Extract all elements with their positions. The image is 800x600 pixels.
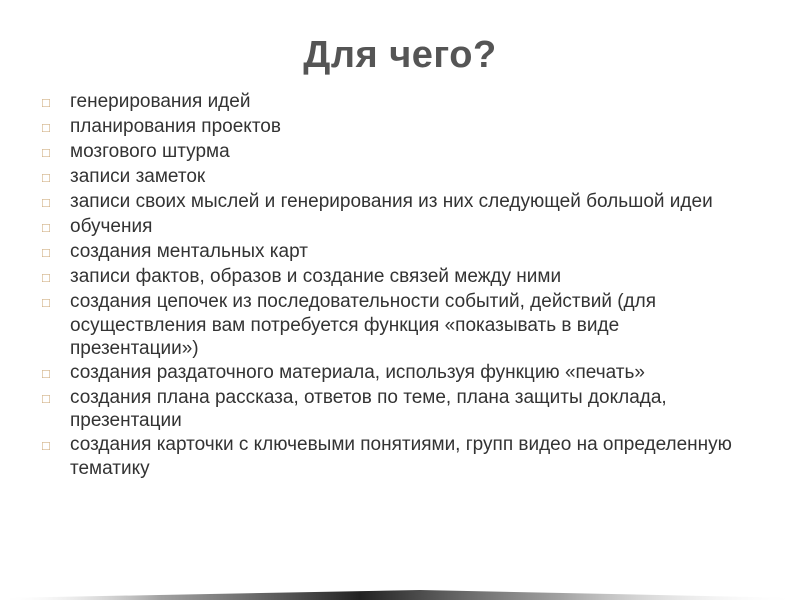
square-outline-icon: □ bbox=[42, 120, 50, 135]
list-item bbox=[42, 215, 742, 240]
list-item bbox=[42, 240, 742, 265]
list-item-text: создания плана рассказа, ответов по теме, плана защиты доклада, презентации bbox=[70, 386, 667, 432]
list-item bbox=[42, 165, 742, 190]
square-outline-icon: □ bbox=[42, 365, 50, 381]
square-outline-icon: □ bbox=[42, 145, 50, 160]
list-item bbox=[42, 140, 742, 165]
list-item-text: обучения bbox=[70, 216, 153, 237]
square-outline-icon: □ bbox=[42, 170, 50, 185]
bullet-list bbox=[42, 90, 742, 480]
list-item-text: создания раздаточного материала, используя функцию «печать» bbox=[70, 361, 645, 383]
list-item bbox=[42, 386, 742, 433]
list-item bbox=[42, 190, 742, 215]
list-item-text: записи своих мыслей и генерирования из них следующей большой идеи bbox=[70, 191, 713, 212]
list-item bbox=[42, 90, 742, 115]
square-outline-icon: □ bbox=[42, 195, 50, 210]
list-item bbox=[42, 115, 742, 140]
square-outline-icon: □ bbox=[42, 245, 50, 260]
list-item-text: генерирования идей bbox=[70, 91, 251, 112]
list-item bbox=[42, 361, 742, 386]
bottom-bar-shape bbox=[0, 590, 800, 600]
list-item bbox=[42, 433, 742, 480]
list-item-text: записи фактов, образов и создание связей между ними bbox=[70, 266, 562, 287]
slide-title: Для чего? bbox=[303, 34, 497, 76]
square-outline-icon: □ bbox=[42, 270, 50, 285]
list-item-text: планирования проектов bbox=[70, 116, 281, 137]
list-item-text: мозгового штурма bbox=[70, 141, 230, 162]
square-outline-icon: □ bbox=[42, 437, 50, 453]
square-outline-icon: □ bbox=[42, 220, 50, 235]
list-item-text: записи заметок bbox=[70, 166, 206, 187]
list-item-text: создания цепочек из последовательности событий, действий (для осуществления вам потребуется функция «показывать в виде презентации») bbox=[70, 291, 657, 360]
list-item bbox=[42, 290, 742, 361]
square-outline-icon: □ bbox=[42, 295, 50, 310]
square-outline-icon: □ bbox=[42, 390, 50, 406]
list-item-text: создания ментальных карт bbox=[70, 241, 308, 262]
list-item-text: создания карточки с ключевыми понятиями, групп видео на определенную тематику bbox=[70, 433, 732, 479]
list-item bbox=[42, 265, 742, 290]
bottom-decorative-bar bbox=[0, 590, 800, 600]
square-outline-icon: □ bbox=[42, 95, 50, 110]
